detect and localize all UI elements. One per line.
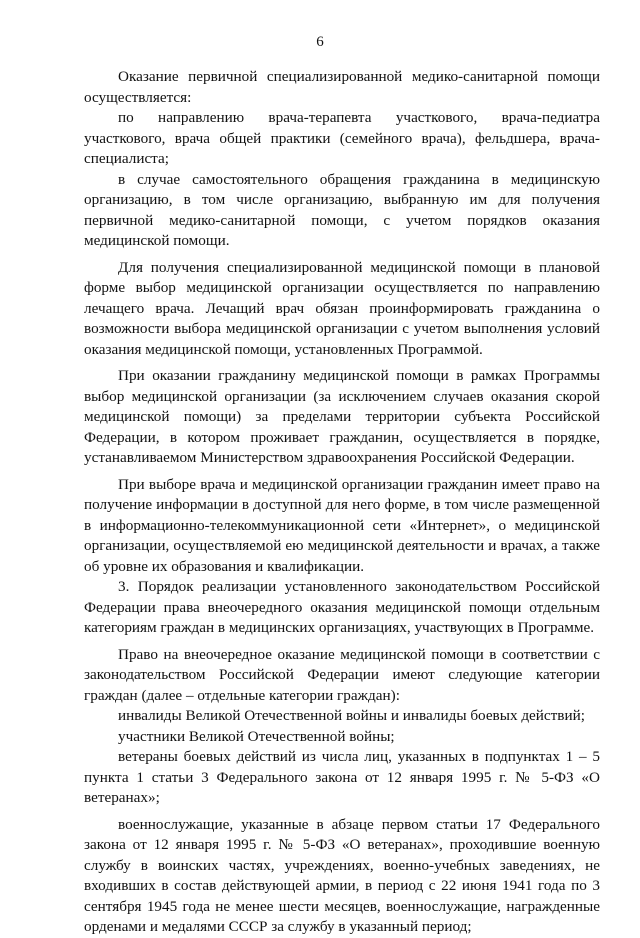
list-item-servicemen: военнослужащие, указанные в абзаце первом статьи 17 Федерального закона от 12 января 1995 г. № 5-ФЗ «О ветеранах», проходившие военную службу в воинских частях, учреждениях, военно-учебных заведениях, не входивших в состав действующей армии, в период с 22 июня 1941 года по 3 сентября 1945 года не менее шести месяцев, военнослужащие, награжденные орденами и медалями СССР за службу в указанный период; xyxy=(84,815,600,935)
document-body xyxy=(84,67,600,938)
paragraph-specialized-care: Для получения специализированной медицинской помощи в плановой форме выбор медицинской организации осуществляется по направлению лечащего врача. Лечащий врач обязан проинформировать гражданина о возможности выбора медицинской организации с учетом выполнения условий оказания медицинской помощи, установленных Программой. xyxy=(84,258,600,358)
paragraph-section-3: 3. Порядок реализации установленного законодательством Российской Федерации права внеочередного оказания медицинской помощи отдельным категориям граждан в медицинских организациях, участвующих в Программе. xyxy=(84,578,600,636)
paragraph-priority-right: Право на внеочередное оказание медицинской помощи в соответствии с законодательством Российской Федерации имеют следующие категории граждан (далее – отдельные категории граждан): xyxy=(84,645,600,704)
list-item-war-invalids: инвалиды Великой Отечественной войны и инвалиды боевых действий; xyxy=(118,707,585,724)
paragraph-information-right: При выборе врача и медицинской организации гражданин имеет право на получение информации в доступной для него форме, в том числе размещенной в информационно-телекоммуникационной сети «Интернет», о медицинской организации, осуществляемой ею медицинской деятельности и врачах, а также об уровне их образования и квалификации. xyxy=(84,475,600,575)
page-number: 6 xyxy=(316,34,324,50)
list-item-war-participants: участники Великой Отечественной войны; xyxy=(118,727,395,745)
paragraph-self-referral: в случае самостоятельного обращения гражданина в медицинскую организацию, в том числе организацию, выбранную им для получения первичной медико-санитарной помощи, с учетом порядков оказания медицинской помощи. xyxy=(84,170,600,249)
paragraph-intro: Оказание первичной специализированной медико-санитарной помощи осуществляется: xyxy=(84,68,600,106)
paragraph-out-of-region: При оказании гражданину медицинской помощи в рамках Программы выбор медицинской организации (за исключением случаев оказания скорой медицинской помощи) за пределами территории субъекта Российской Федерации, в котором проживает гражданин, осуществляется в порядке, устанавливаемом Министерством здравоохранения Российской Федерации. xyxy=(84,367,600,466)
paragraph-referral: по направлению врача-терапевта участкового, врача-педиатра участкового, врача общей практики (семейного врача), фельдшера, врача-специалиста; xyxy=(84,109,600,167)
list-item-combat-veterans: ветераны боевых действий из числа лиц, указанных в подпунктах 1 – 5 пункта 1 статьи 3 Федерального закона от 12 января 1995 г. № 5-ФЗ «О ветеранах»; xyxy=(84,748,600,806)
